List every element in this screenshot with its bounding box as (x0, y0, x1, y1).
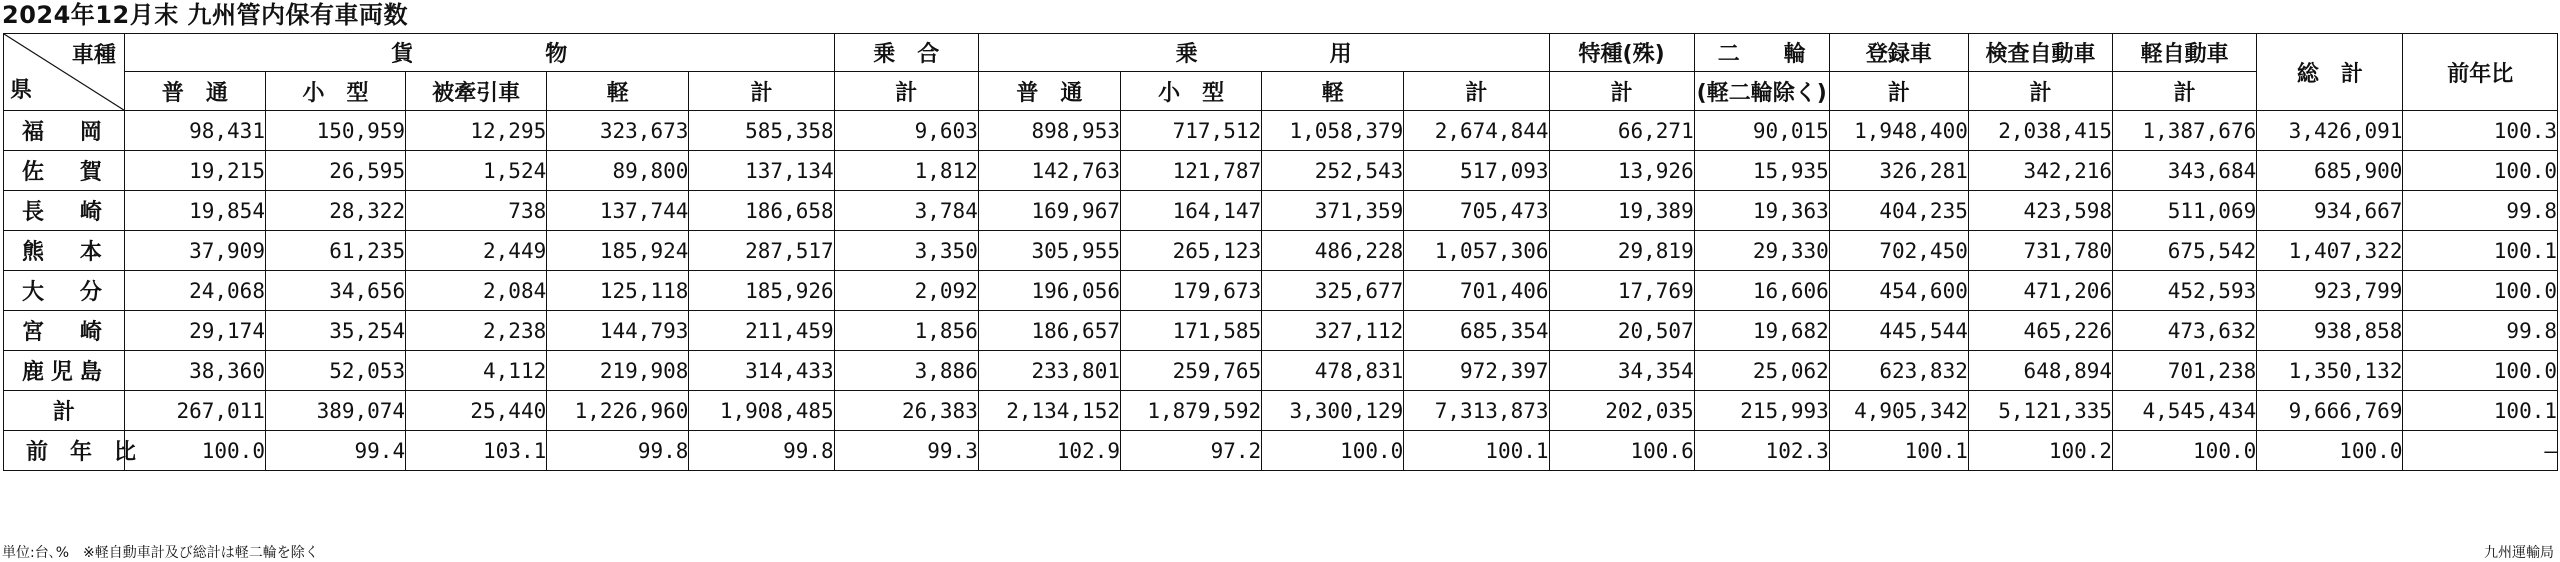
table-cell: 675,542 (2113, 231, 2257, 271)
row-label: 宮崎 (4, 311, 125, 351)
table-cell: 486,228 (1262, 231, 1404, 271)
table-cell: 25,062 (1694, 351, 1829, 391)
table-cell: 9,666,769 (2257, 391, 2403, 431)
table-cell: 517,093 (1404, 151, 1549, 191)
row-label: 熊本 (4, 231, 125, 271)
registered-header-bottom: 計 (1829, 72, 1968, 111)
table-cell: — (2403, 431, 2558, 471)
table-cell: 100.0 (2113, 431, 2257, 471)
bus-header-top: 乗 合 (834, 34, 978, 72)
table-cell: 19,389 (1549, 191, 1694, 231)
row-label: 佐賀 (4, 151, 125, 191)
table-cell: 1,908,485 (689, 391, 834, 431)
table-cell: 233,801 (978, 351, 1120, 391)
table-cell: 215,993 (1694, 391, 1829, 431)
special-header-bottom: 計 (1549, 72, 1694, 111)
table-cell: 3,350 (834, 231, 978, 271)
table-cell: 89,800 (547, 151, 689, 191)
table-cell: 20,507 (1549, 311, 1694, 351)
table-cell: 100.0 (1262, 431, 1404, 471)
table-cell: 2,092 (834, 271, 978, 311)
table-cell: 9,603 (834, 111, 978, 151)
table-cell: 454,600 (1829, 271, 1968, 311)
table-cell: 252,543 (1262, 151, 1404, 191)
table-cell: 3,300,129 (1262, 391, 1404, 431)
table-cell: 144,793 (547, 311, 689, 351)
table-cell: 1,856 (834, 311, 978, 351)
cargo-group-header: 貨 物 (124, 34, 834, 72)
table-cell: 185,924 (547, 231, 689, 271)
table-cell: 100.1 (1829, 431, 1968, 471)
table-cell: 16,606 (1694, 271, 1829, 311)
passenger-standard-header: 普 通 (978, 72, 1120, 111)
table-cell: 1,387,676 (2113, 111, 2257, 151)
table-cell: 196,056 (978, 271, 1120, 311)
table-cell: 471,206 (1968, 271, 2112, 311)
table-cell: 171,585 (1121, 311, 1262, 351)
passenger-kei-header: 軽 (1262, 72, 1404, 111)
table-cell: 2,038,415 (1968, 111, 2112, 151)
table-cell: 34,354 (1549, 351, 1694, 391)
table-cell: 99.8 (689, 431, 834, 471)
table-cell: 326,281 (1829, 151, 1968, 191)
table-cell: 185,926 (689, 271, 834, 311)
table-cell: 102.3 (1694, 431, 1829, 471)
table-cell: 2,134,152 (978, 391, 1120, 431)
table-cell: 29,819 (1549, 231, 1694, 271)
passenger-small-header: 小 型 (1121, 72, 1262, 111)
row-label: 福岡 (4, 111, 125, 151)
table-cell: 3,886 (834, 351, 978, 391)
table-cell: 37,909 (124, 231, 265, 271)
row-label: 大分 (4, 271, 125, 311)
table-cell: 186,657 (978, 311, 1120, 351)
table-cell: 2,449 (406, 231, 547, 271)
table-cell: 323,673 (547, 111, 689, 151)
table-cell: 702,450 (1829, 231, 1968, 271)
table-cell: 29,174 (124, 311, 265, 351)
table-cell: 342,216 (1968, 151, 2112, 191)
table-cell: 923,799 (2257, 271, 2403, 311)
table-cell: 371,359 (1262, 191, 1404, 231)
source-label: 九州運輸局 (2484, 545, 2554, 561)
table-cell: 100.3 (2403, 111, 2558, 151)
twowheel-header-bottom: (軽二輪除く) (1694, 72, 1829, 111)
table-cell: 473,632 (2113, 311, 2257, 351)
grand-total-header: 総 計 (2257, 34, 2403, 111)
table-cell: 465,226 (1968, 311, 2112, 351)
table-cell: 99.4 (265, 431, 405, 471)
table-cell: 972,397 (1404, 351, 1549, 391)
kei-header-top: 軽自動車 (2113, 34, 2257, 72)
table-cell: 97.2 (1121, 431, 1262, 471)
table-cell: 343,684 (2113, 151, 2257, 191)
twowheel-header-top: 二 輪 (1694, 34, 1829, 72)
table-cell: 4,905,342 (1829, 391, 1968, 431)
table-cell: 731,780 (1968, 231, 2112, 271)
row-label: 前年比 (4, 431, 125, 471)
table-cell: 3,426,091 (2257, 111, 2403, 151)
table-cell: 24,068 (124, 271, 265, 311)
special-header-top: 特種(殊) (1549, 34, 1694, 72)
table-cell: 25,440 (406, 391, 547, 431)
vehicle-type-label: 車種 (71, 43, 116, 68)
table-cell: 1,350,132 (2257, 351, 2403, 391)
inspected-header-bottom: 計 (1968, 72, 2112, 111)
cargo-small-header: 小 型 (265, 72, 405, 111)
table-cell: 511,069 (2113, 191, 2257, 231)
cargo-kei-header: 軽 (547, 72, 689, 111)
table-cell: 2,674,844 (1404, 111, 1549, 151)
table-cell: 19,854 (124, 191, 265, 231)
table-cell: 202,035 (1549, 391, 1694, 431)
table-cell: 1,057,306 (1404, 231, 1549, 271)
table-cell: 99.8 (2403, 311, 2558, 351)
table-cell: 100.0 (2403, 351, 2558, 391)
table-cell: 701,238 (2113, 351, 2257, 391)
table-cell: 17,769 (1549, 271, 1694, 311)
table-cell: 137,744 (547, 191, 689, 231)
passenger-total-header: 計 (1404, 72, 1549, 111)
table-cell: 28,322 (265, 191, 405, 231)
table-cell: 137,134 (689, 151, 834, 191)
registered-header-top: 登録車 (1829, 34, 1968, 72)
row-label: 長崎 (4, 191, 125, 231)
table-cell: 4,545,434 (2113, 391, 2257, 431)
page-title: 2024年12月末 九州管内保有車両数 (2, 1, 409, 29)
table-cell: 1,879,592 (1121, 391, 1262, 431)
prefecture-row (4, 191, 2558, 231)
table-cell: 211,459 (689, 311, 834, 351)
table-cell: 99.8 (547, 431, 689, 471)
table-cell: 685,900 (2257, 151, 2403, 191)
cargo-standard-header: 普 通 (124, 72, 265, 111)
table-cell: 164,147 (1121, 191, 1262, 231)
table-cell: 585,358 (689, 111, 834, 151)
table-cell: 314,433 (689, 351, 834, 391)
table-cell: 445,544 (1829, 311, 1968, 351)
table-cell: 179,673 (1121, 271, 1262, 311)
table-cell: 26,383 (834, 391, 978, 431)
unit-note: 単位:台､% ※軽自動車計及び総計は軽二輪を除く (2, 545, 319, 561)
table-cell: 99.3 (834, 431, 978, 471)
table-cell: 717,512 (1121, 111, 1262, 151)
table-cell: 1,948,400 (1829, 111, 1968, 151)
table-cell: 12,295 (406, 111, 547, 151)
table-cell: 66,271 (1549, 111, 1694, 151)
cargo-trailer-header: 被牽引車 (406, 72, 547, 111)
table-cell: 705,473 (1404, 191, 1549, 231)
table-cell: 1,226,960 (547, 391, 689, 431)
table-cell: 61,235 (265, 231, 405, 271)
table-cell: 478,831 (1262, 351, 1404, 391)
table-cell: 100.1 (2403, 391, 2558, 431)
table-cell: 26,595 (265, 151, 405, 191)
table-cell: 100.2 (1968, 431, 2112, 471)
table-cell: 898,953 (978, 111, 1120, 151)
row-label: 鹿児島 (4, 351, 125, 391)
table-cell: 3,784 (834, 191, 978, 231)
table-cell: 125,118 (547, 271, 689, 311)
table-cell: 19,682 (1694, 311, 1829, 351)
table-cell: 90,015 (1694, 111, 1829, 151)
yoy-header: 前年比 (2403, 34, 2558, 111)
table-cell: 934,667 (2257, 191, 2403, 231)
table-cell: 389,074 (265, 391, 405, 431)
table-cell: 150,959 (265, 111, 405, 151)
table-cell: 100.0 (124, 431, 265, 471)
table-cell: 404,235 (1829, 191, 1968, 231)
table-cell: 7,313,873 (1404, 391, 1549, 431)
table-cell: 5,121,335 (1968, 391, 2112, 431)
prefecture-row (4, 351, 2558, 391)
table-cell: 4,112 (406, 351, 547, 391)
prefecture-row (4, 311, 2558, 351)
table-cell: 738 (406, 191, 547, 231)
table-cell: 98,431 (124, 111, 265, 151)
table-cell: 121,787 (1121, 151, 1262, 191)
yoy-row (4, 431, 2558, 471)
table-cell: 259,765 (1121, 351, 1262, 391)
table-cell: 267,011 (124, 391, 265, 431)
table-cell: 701,406 (1404, 271, 1549, 311)
prefecture-row (4, 151, 2558, 191)
table-cell: 103.1 (406, 431, 547, 471)
table-cell: 13,926 (1549, 151, 1694, 191)
table-cell: 169,967 (978, 191, 1120, 231)
passenger-group-header: 乗 用 (978, 34, 1549, 72)
table-cell: 685,354 (1404, 311, 1549, 351)
table-cell: 100.0 (2403, 151, 2558, 191)
table-cell: 19,363 (1694, 191, 1829, 231)
table-cell: 1,407,322 (2257, 231, 2403, 271)
table-cell: 1,524 (406, 151, 547, 191)
table-cell: 102.9 (978, 431, 1120, 471)
kei-header-bottom: 計 (2113, 72, 2257, 111)
cargo-total-header: 計 (689, 72, 834, 111)
table-corner-header (4, 34, 125, 111)
table-cell: 100.6 (1549, 431, 1694, 471)
table-cell: 938,858 (2257, 311, 2403, 351)
table-cell: 325,677 (1262, 271, 1404, 311)
prefecture-label: 県 (10, 78, 33, 103)
table-cell: 648,894 (1968, 351, 2112, 391)
table-cell: 38,360 (124, 351, 265, 391)
table-cell: 35,254 (265, 311, 405, 351)
prefecture-row (4, 111, 2558, 151)
table-cell: 287,517 (689, 231, 834, 271)
row-label: 計 (4, 391, 125, 431)
prefecture-row (4, 271, 2558, 311)
bus-header-bottom: 計 (834, 72, 978, 111)
table-cell: 623,832 (1829, 351, 1968, 391)
table-cell: 15,935 (1694, 151, 1829, 191)
table-cell: 1,812 (834, 151, 978, 191)
table-cell: 52,053 (265, 351, 405, 391)
table-cell: 186,658 (689, 191, 834, 231)
table-cell: 423,598 (1968, 191, 2112, 231)
table-cell: 452,593 (2113, 271, 2257, 311)
prefecture-row (4, 231, 2558, 271)
table-cell: 2,238 (406, 311, 547, 351)
table-cell: 265,123 (1121, 231, 1262, 271)
vehicle-count-table (3, 33, 2558, 471)
table-cell: 100.1 (1404, 431, 1549, 471)
inspected-header-top: 検査自動車 (1968, 34, 2112, 72)
table-cell: 100.0 (2257, 431, 2403, 471)
table-cell: 2,084 (406, 271, 547, 311)
table-cell: 29,330 (1694, 231, 1829, 271)
table-cell: 1,058,379 (1262, 111, 1404, 151)
table-cell: 100.0 (2403, 271, 2558, 311)
table-cell: 305,955 (978, 231, 1120, 271)
table-cell: 142,763 (978, 151, 1120, 191)
total-row (4, 391, 2558, 431)
table-cell: 34,656 (265, 271, 405, 311)
table-cell: 100.1 (2403, 231, 2558, 271)
table-cell: 99.8 (2403, 191, 2558, 231)
table-cell: 19,215 (124, 151, 265, 191)
table-cell: 327,112 (1262, 311, 1404, 351)
table-cell: 219,908 (547, 351, 689, 391)
